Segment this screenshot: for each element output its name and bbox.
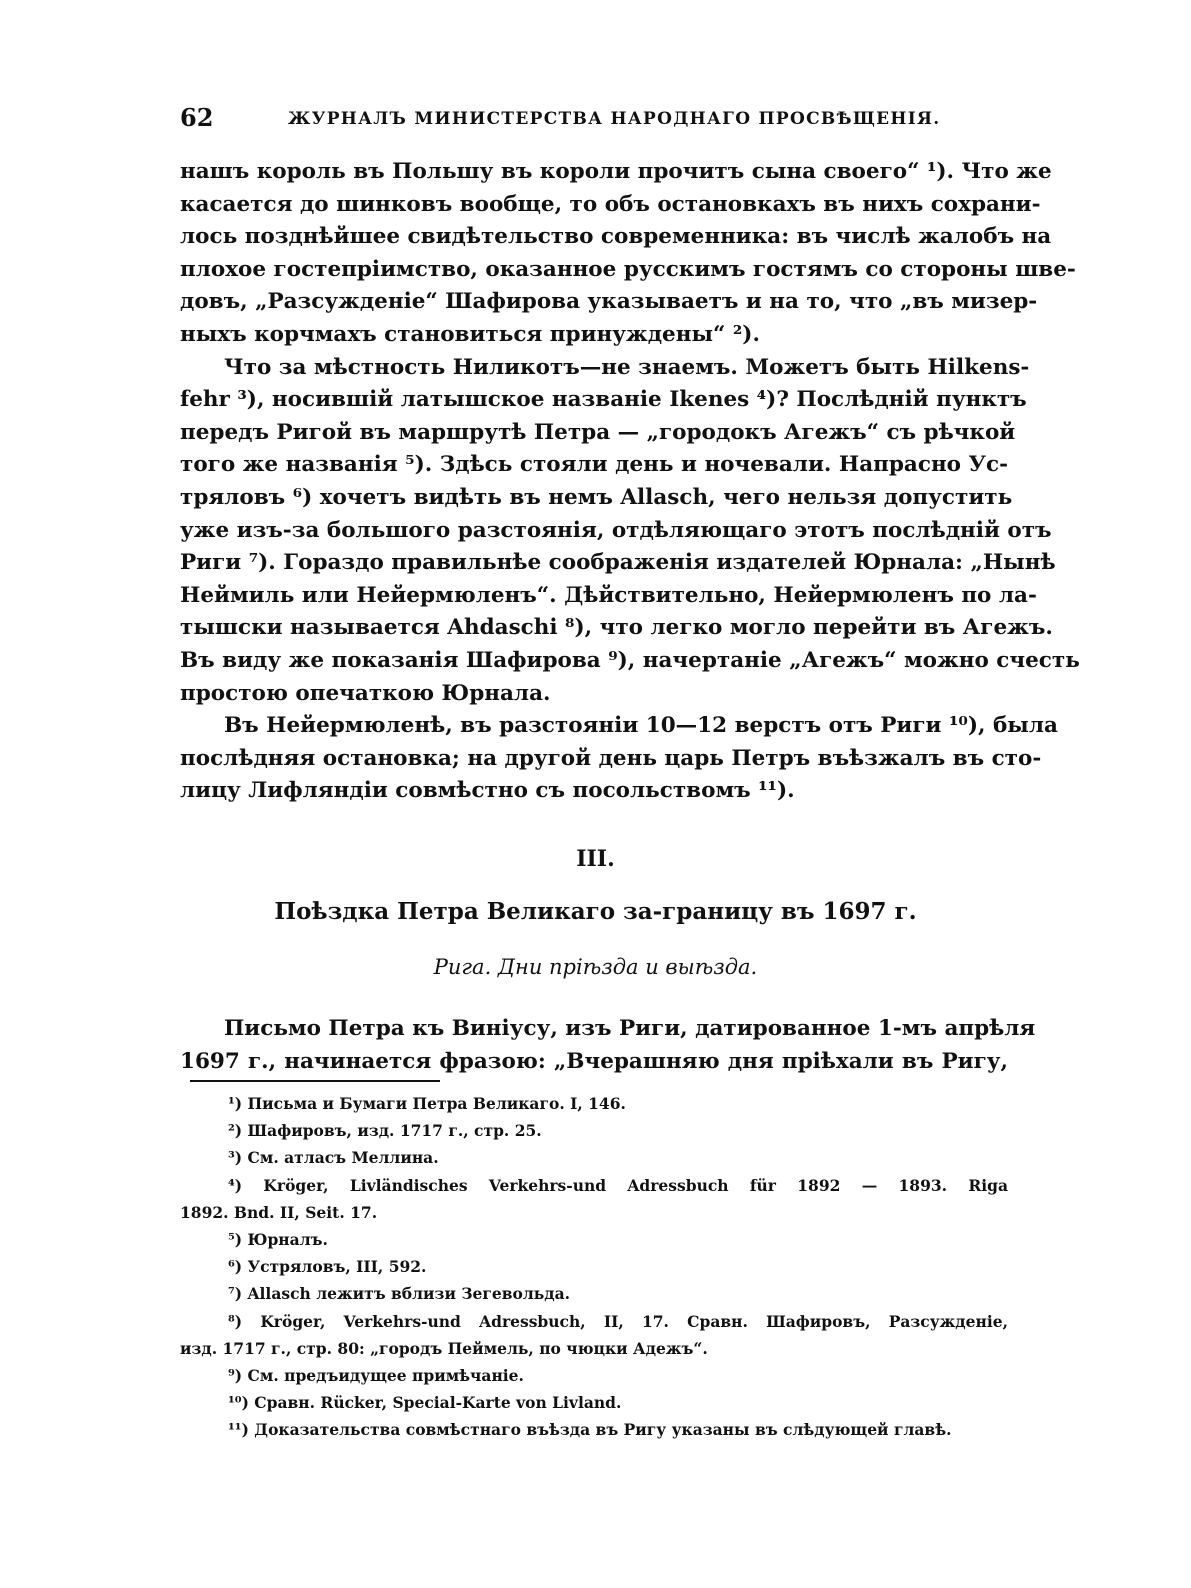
footnote-line: ²) Шафировъ, изд. 1717 г., стр. 25. [228,1121,542,1141]
section-title: Поѣздка Петра Великаго за-границу въ 1697 г. [274,898,917,925]
text-line: передъ Ригой въ маршрутѣ Петра — „городокъ Агежъ“ съ рѣчкой [180,419,1016,445]
text-line: Что за мѣстность Ниликотъ—не знаемъ. Можетъ быть Hilkens- [224,354,1030,380]
text-line: лицу Лифляндіи совмѣстно съ посольствомъ ¹¹). [180,778,795,804]
text-line: нашъ король въ Польшу въ короли прочитъ сына своего“ ¹). Что же [180,159,1052,184]
text-line: Риги ⁷). Гораздо правильнѣе соображенія издателей Юрнала: „Нынѣ [180,550,1056,576]
section-text [180,1013,1036,1078]
footnote-line: ⁶) Устряловъ, III, 592. [228,1257,427,1277]
text-line: ныхъ корчмахъ становиться принуждены“ ²). [180,321,760,347]
text-line: тышски называется Ahdaschi ⁸), что легко могло перейти въ Агежъ. [180,615,1053,641]
page-number: 62 [180,103,214,132]
text-line: Въ виду же показанія Шафирова ⁹), начертаніе „Агежъ“ можно счесть [180,647,1080,673]
text-line: касается до шинковъ вообще, то объ остановкахъ въ нихъ сохрани- [180,191,1041,217]
footnote-line: ¹⁰) Сравн. Rücker, Special-Karte von Livland. [228,1393,622,1413]
text-line: уже изъ-за большого разстоянія, отдѣляющаго этотъ послѣдній отъ [180,517,1052,543]
page-header [180,103,1010,133]
text-line: послѣдняя остановка; на другой день царь Петръ въѣзжалъ въ сто- [180,745,1042,771]
footnote-line: ¹¹) Доказательства совмѣстнаго въѣзда въ Ригу указаны въ слѣдующей главѣ. [228,1420,952,1440]
text-line: простою опечаткою Юрнала. [180,680,551,706]
section-number: III. [576,846,615,872]
text-line: fehr ³), носившій латышское названіе Ikenes ⁴)? Послѣдній пунктъ [180,387,1027,413]
footnote-line: ⁴) Kröger, Livländisches Verkehrs-und Adressbuch für 1892 — 1893. Riga [228,1175,1008,1195]
footnote-rule [190,1080,440,1082]
section-subtitle: Рига. Дни пріѣзда и выѣзда. [433,955,758,979]
text-line: Письмо Петра къ Виніусу, изъ Риги, датированное 1-мъ апрѣля [224,1016,1036,1041]
footnote-line: ⁵) Юрналъ. [228,1229,328,1249]
main-text [180,156,1080,808]
footnotes [180,1090,1008,1443]
footnote-line: ¹) Письма и Бумаги Петра Великаго. I, 146. [228,1094,626,1113]
footnote-line: ⁹) См. предъидущее примѣчаніе. [228,1365,524,1385]
footnote-line: ⁸) Kröger, Verkehrs-und Adressbuch, II, 17. Сравн. Шафировъ, Разсужденіе, [228,1311,1008,1331]
footnote-line: ⁷) Allasch лежитъ вблизи Зегевольда. [228,1284,571,1304]
text-line: того же названія ⁵). Здѣсь стояли день и ночевали. Напрасно Ус- [180,452,1008,478]
text-line: плохое гостепріимство, оказанное русскимъ гостямъ со стороны шве- [180,256,1076,282]
running-title: ЖУРНАЛЪ МИНИСТЕРСТВА НАРОДНАГО ПРОСВѢЩЕНІЯ. [288,109,941,129]
footnote-line: 1892. Bnd. II, Seit. 17. [180,1202,378,1222]
text-line: 1697 г., начинается фразою: „Вчерашняю дня пріѣхали въ Ригу, [180,1048,1008,1074]
text-line: довъ, „Разсужденіе“ Шафирова указываетъ и на то, что „въ мизер- [180,289,1038,315]
text-line: тряловъ ⁶) хочетъ видѣть въ немъ Allasch, чего нельзя допустить [180,484,1013,510]
text-line: Неймиль или Нейермюленъ“. Дѣйствительно, Нейермюленъ по ла- [180,582,1037,608]
footnote-line: ³) См. атласъ Меллина. [228,1148,439,1168]
footnote-line: изд. 1717 г., стр. 80: „городъ Пеймель, по чюцки Адежъ“. [180,1338,708,1358]
text-line: Въ Нейермюленѣ, въ разстояніи 10—12 верстъ отъ Риги ¹⁰), была [224,713,1058,739]
text-line: лось позднѣйшее свидѣтельство современника: въ числѣ жалобъ на [180,224,1052,250]
